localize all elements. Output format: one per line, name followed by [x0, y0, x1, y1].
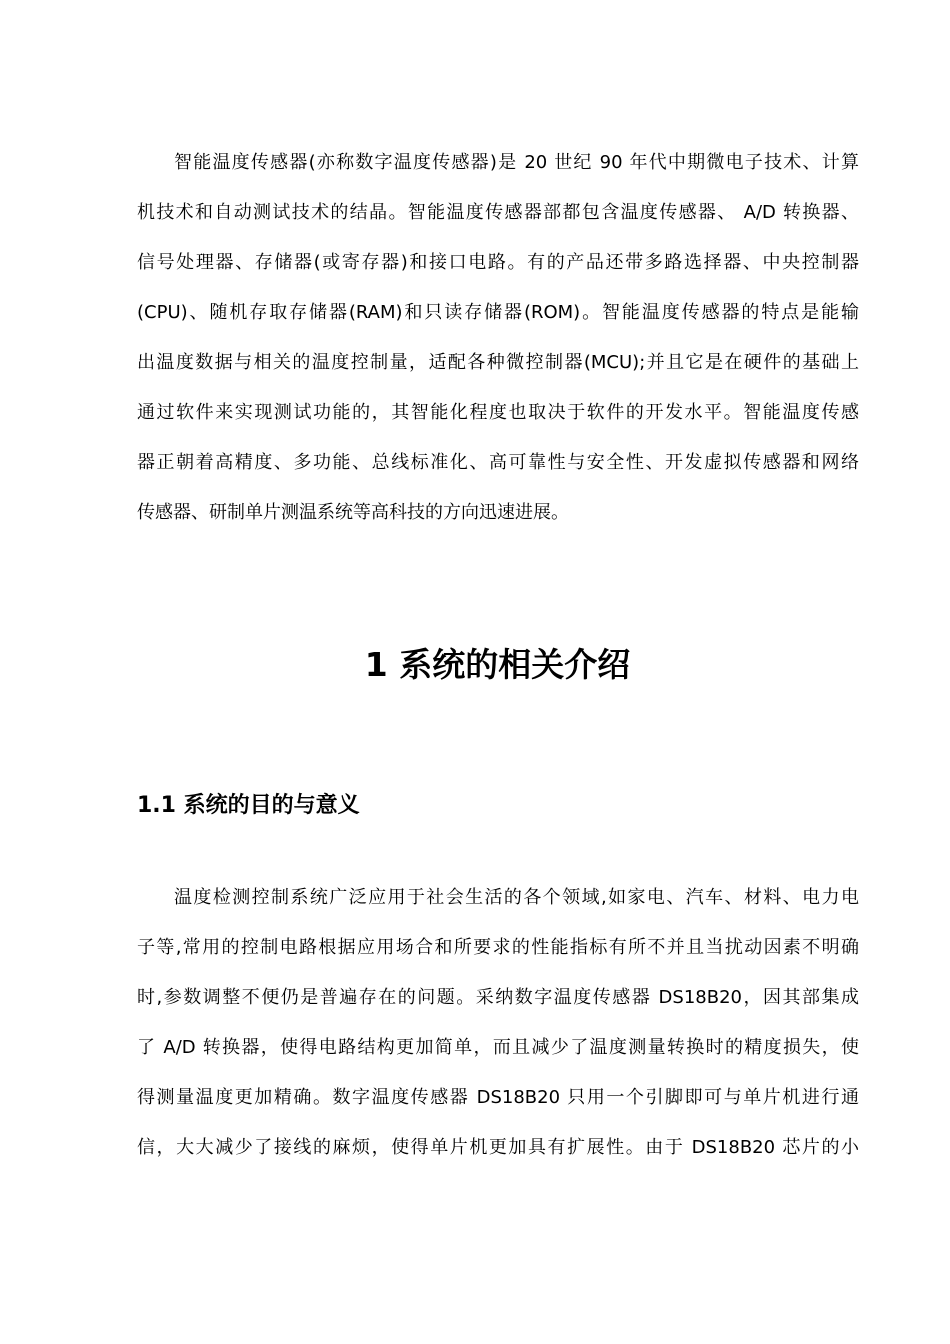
paragraph-line: (CPU)、随机存取存储器(RAM)和只读存储器(ROM)。智能温度传感器的特点是能输 — [137, 302, 859, 323]
purpose-paragraph — [137, 873, 859, 1173]
paragraph-line: 了 A/D 转换器，使得电路结构更加简单，而且减少了温度测量转换时的精度损失，使 — [137, 1037, 859, 1058]
paragraph-line: 温度检测控制系统广泛应用于社会生活的各个领域,如家电、汽车、材料、电力电 — [174, 887, 859, 908]
paragraph-line: 器正朝着高精度、多功能、总线标准化、高可靠性与安全性、开发虚拟传感器和网络 — [137, 452, 859, 473]
paragraph-line: 传感器、研制单片测温系统等高科技的方向迅速进展。 — [137, 502, 569, 523]
paragraph-line: 时,参数调整不便仍是普遍存在的问题。采纳数字温度传感器 DS18B20，因其部集成 — [137, 987, 859, 1008]
paragraph-line: 信号处理器、存储器(或寄存器)和接口电路。有的产品还带多路选择器、中央控制器 — [137, 252, 859, 273]
paragraph-line: 出温度数据与相关的温度控制量，适配各种微控制器(MCU);并且它是在硬件的基础上 — [137, 352, 859, 373]
section-title: 1.1 系统的目的与意义 — [137, 793, 360, 818]
paragraph-line: 智能温度传感器(亦称数字温度传感器)是 20 世纪 90 年代中期微电子技术、计算 — [174, 152, 859, 173]
paragraph-line: 信，大大减少了接线的麻烦，使得单片机更加具有扩展性。由于 DS18B20 芯片的小 — [137, 1137, 859, 1158]
paragraph-line: 通过软件来实现测试功能的，其智能化程度也取决于软件的开发水平。智能温度传感 — [137, 402, 859, 423]
paragraph-line: 得测量温度更加精确。数字温度传感器 DS18B20 只用一个引脚即可与单片机进行通 — [137, 1087, 859, 1108]
intro-paragraph — [137, 138, 859, 538]
paragraph-line: 子等,常用的控制电路根据应用场合和所要求的性能指标有所不并且当扰动因素不明确 — [137, 937, 859, 958]
chapter-title: 1 系统的相关介绍 — [364, 645, 631, 684]
paragraph-line: 机技术和自动测试技术的结晶。智能温度传感器部都包含温度传感器、 A/D 转换器、 — [137, 202, 859, 223]
